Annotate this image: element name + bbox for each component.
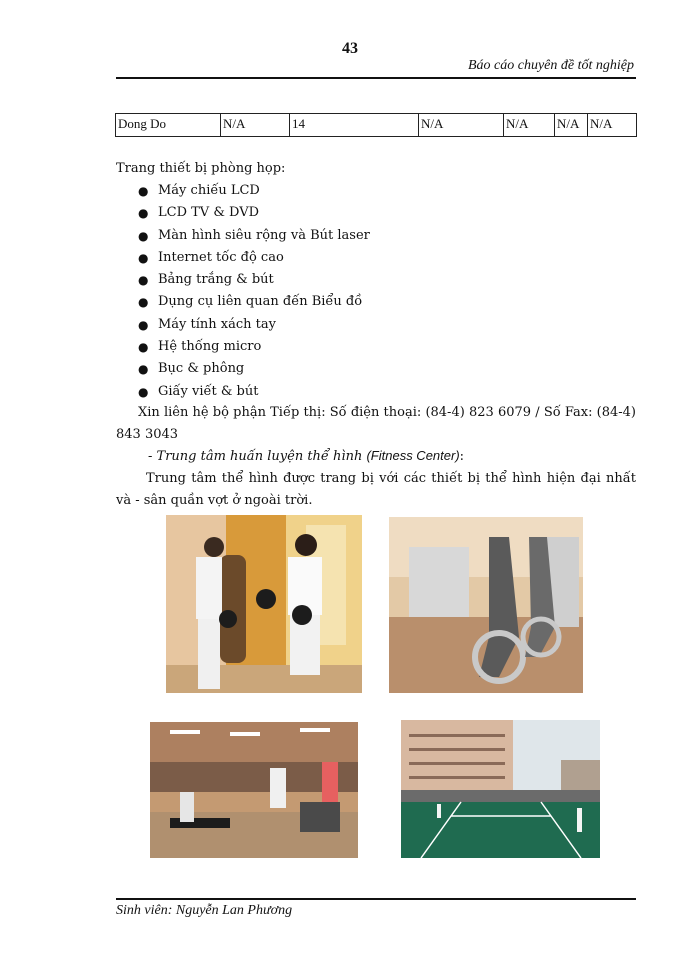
gym-floor-photo bbox=[150, 722, 358, 858]
bullet-icon: ● bbox=[138, 228, 149, 243]
list-item-label: Máy chiếu LCD bbox=[158, 183, 260, 198]
fitness-heading bbox=[148, 445, 464, 468]
list-item bbox=[138, 202, 370, 224]
fitness-description: Trung tâm thể hình được trang bị với các thiết bị thể hình hiện đại nhất và - sân quần vợt ở ngoài trời. bbox=[116, 471, 636, 508]
table-cell: N/A bbox=[504, 114, 555, 137]
table-cell: Dong Do bbox=[116, 114, 221, 137]
table-cell: N/A bbox=[588, 114, 637, 137]
contact-info: Xin liên hệ bộ phận Tiếp thị: Số điện thoại: (84-4) 823 6079 / Số Fax: (84-4) 843 3043 bbox=[116, 405, 636, 442]
table-cell: N/A bbox=[221, 114, 290, 137]
list-item-label: Internet tốc độ cao bbox=[158, 249, 284, 265]
gym-machines-photo bbox=[389, 517, 583, 693]
table-row bbox=[116, 114, 637, 137]
list-item-label: LCD TV & DVD bbox=[158, 205, 260, 221]
fitness-heading-colon: : bbox=[459, 449, 465, 464]
list-item bbox=[138, 358, 370, 380]
list-item bbox=[138, 269, 370, 291]
bullet-icon: ● bbox=[138, 250, 149, 265]
fitness-heading-en: (Fitness Center) bbox=[366, 448, 460, 463]
table-cell: N/A bbox=[419, 114, 504, 137]
report-title: Báo cáo chuyên đề tốt nghiệp bbox=[467, 58, 634, 73]
table-cell: 14 bbox=[290, 114, 419, 137]
fitness-heading-text: - Trung tâm huấn luyện thể hình bbox=[148, 449, 367, 464]
bullet-icon: ● bbox=[138, 184, 149, 198]
list-item bbox=[138, 381, 370, 403]
bullet-icon: ● bbox=[138, 384, 149, 399]
list-item bbox=[138, 225, 370, 247]
list-item-label: Dụng cụ liên quan đến Biểu đồ bbox=[158, 294, 363, 310]
student-name: Sinh viên: Nguyễn Lan Phương bbox=[116, 903, 293, 918]
bullet-icon: ● bbox=[138, 340, 149, 355]
bullet-icon: ● bbox=[138, 317, 149, 332]
list-item-label: Bục & phông bbox=[158, 361, 245, 377]
list-item bbox=[138, 336, 370, 358]
boxing-photo bbox=[166, 515, 362, 693]
header-divider bbox=[116, 77, 636, 79]
list-item bbox=[138, 291, 370, 313]
list-item bbox=[138, 314, 370, 336]
tennis-court-photo bbox=[401, 720, 600, 858]
page-number: 43 bbox=[342, 40, 358, 57]
bullet-icon: ● bbox=[138, 273, 149, 288]
list-item-label: Hệ thống micro bbox=[158, 339, 262, 355]
list-item-label: Giấy viết & bút bbox=[158, 383, 259, 399]
list-item-label: Màn hình siêu rộng và Bút laser bbox=[158, 227, 370, 243]
list-item bbox=[138, 247, 370, 269]
list-item-label: Bảng trắng & bút bbox=[158, 272, 274, 288]
list-item bbox=[138, 180, 370, 202]
bullet-icon: ● bbox=[138, 295, 149, 310]
equipment-list bbox=[138, 180, 370, 403]
footer-divider bbox=[116, 898, 636, 900]
bullet-icon: ● bbox=[138, 362, 149, 377]
venue-table bbox=[115, 113, 637, 137]
list-item-label: Máy tính xách tay bbox=[158, 316, 276, 332]
bullet-icon: ● bbox=[138, 206, 149, 221]
equipment-title: Trang thiết bị phòng họp: bbox=[116, 161, 286, 176]
table-cell: N/A bbox=[555, 114, 588, 137]
